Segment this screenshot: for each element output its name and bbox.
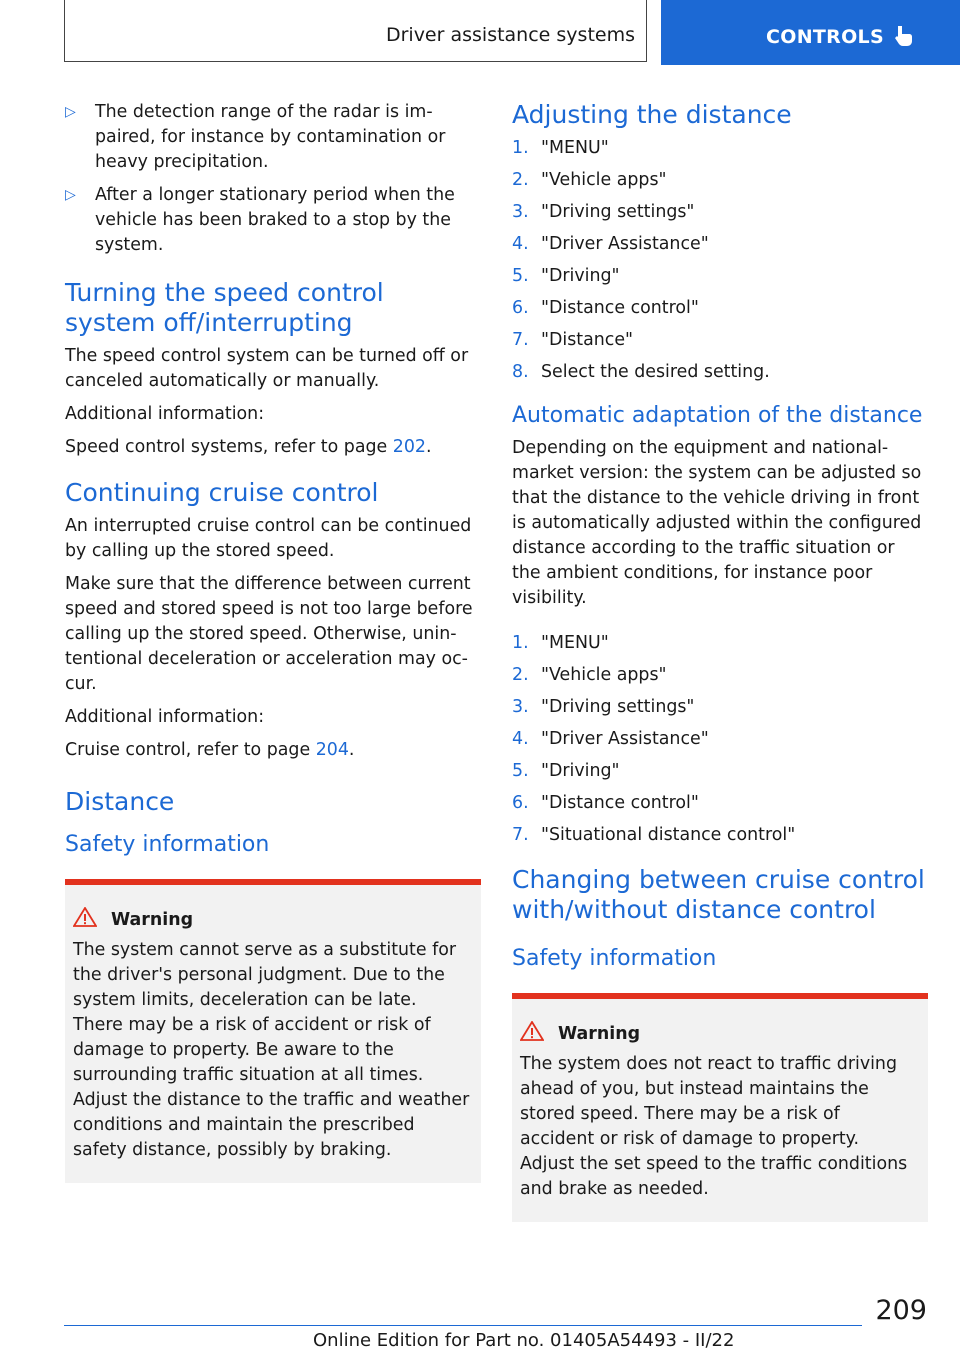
list-item: 7. "Situational distance control"	[512, 825, 796, 845]
subheading-safety-information: Safety information	[512, 946, 717, 971]
header-section-title: Driver assistance systems	[385, 24, 635, 46]
warning-triangle-icon	[73, 907, 97, 932]
list-item: 1. "MENU"	[512, 633, 609, 653]
list-item: 5. "Driving"	[512, 266, 620, 286]
list-item: 7. "Distance"	[512, 330, 634, 350]
paragraph: An interrupted cruise control can be continued by calling up the stored speed.	[65, 516, 472, 561]
list-item: 6. "Distance control"	[512, 298, 699, 318]
triangle-bullet-icon: ▷	[65, 104, 76, 120]
page-number: 209	[875, 1295, 927, 1326]
right-column	[512, 100, 928, 1222]
paragraph: Make sure that the difference between current speed and stored speed is not too large before calling up the stored speed. Otherwise, unintentional deceleration or acceleration may occur.	[65, 574, 473, 694]
section-heading-changing: Changing between cruise control with/without distance control	[512, 865, 925, 924]
edition-footer: Online Edition for Part no. 01405A54493 - II/22	[313, 1330, 735, 1351]
warning-header	[73, 907, 471, 932]
section-heading-continuing: Continuing cruise control	[65, 478, 379, 507]
footer-divider	[64, 1325, 862, 1326]
warning-header	[520, 1021, 918, 1046]
section-heading-turning-off: Turning the speed control system off/interrupting	[65, 278, 384, 337]
left-column	[65, 100, 481, 1183]
list-item: 1. "MENU"	[512, 138, 609, 158]
list-item: 8. Select the desired setting.	[512, 362, 770, 382]
list-item: 4. "Driver Assistance"	[512, 234, 709, 254]
warning-label: Warning	[111, 909, 194, 930]
list-item: 2. "Vehicle apps"	[512, 665, 667, 685]
list-item: 3. "Driving settings"	[512, 697, 695, 717]
subheading-safety-information: Safety information	[65, 832, 270, 857]
list-item: 2. "Vehicle apps"	[512, 170, 667, 190]
page-link-202[interactable]: 202	[392, 437, 426, 457]
warning-label: Warning	[558, 1023, 641, 1044]
list-item: 3. "Driving settings"	[512, 202, 695, 222]
adjusting-steps-list	[512, 136, 928, 384]
warning-text: The system cannot serve as a substitute for the driver's personal judgment. Due to the system limits, deceleration can be late. There may be a risk of accident or risk of damage to property. Be aware to the surrounding traffic situation at all times. Adjust the distance to the traffic and weather conditions and maintain the prescribed safety distance, possibly by braking.	[73, 940, 470, 1160]
header-controls-tab[interactable]	[661, 0, 960, 65]
header-tab-label: CONTROLS	[766, 26, 884, 48]
page-reference: Cruise control, refer to page 204.	[65, 740, 355, 760]
additional-info-label: Additional information:	[65, 707, 265, 727]
section-heading-adjusting: Adjusting the distance	[512, 100, 792, 129]
additional-info-label: Additional information:	[65, 404, 265, 424]
paragraph: Depending on the equipment and national-market version: the system can be adjusted so that the distance to the vehicle driving in front is automatically adjusted within the configured distance according to the traffic situation or the ambient conditions, for instance poor visibility.	[512, 438, 922, 608]
page-reference: Speed control systems, refer to page 202.	[65, 437, 432, 457]
list-item: 6. "Distance control"	[512, 793, 699, 813]
list-item: ▷ After a longer stationary period when the vehicle has been braked to a stop by the system.	[65, 185, 455, 255]
list-item: 4. "Driver Assistance"	[512, 729, 709, 749]
list-item: 5. "Driving"	[512, 761, 620, 781]
triangle-bullet-icon: ▷	[65, 187, 76, 203]
warning-box	[65, 879, 481, 1183]
bullet-list	[65, 100, 481, 258]
pointing-hand-icon	[893, 24, 915, 52]
paragraph: The speed control system can be turned off or canceled automatically or manually.	[65, 346, 469, 391]
list-item: ▷ The detection range of the radar is impaired, for instance by contamination or heavy precipitation.	[65, 102, 446, 172]
automatic-steps-list	[512, 631, 928, 847]
warning-text: The system does not react to traffic driving ahead of you, but instead maintains the stored speed. There may be a risk of accident or risk of damage to property. Adjust the set speed to the traffic conditions and brake as needed.	[520, 1054, 908, 1199]
subheading-automatic-adaptation: Automatic adaptation of the distance	[512, 403, 923, 428]
warning-triangle-icon	[520, 1021, 544, 1046]
section-heading-distance: Distance	[65, 787, 175, 816]
warning-box	[512, 993, 928, 1222]
page-link-204[interactable]: 204	[315, 740, 349, 760]
